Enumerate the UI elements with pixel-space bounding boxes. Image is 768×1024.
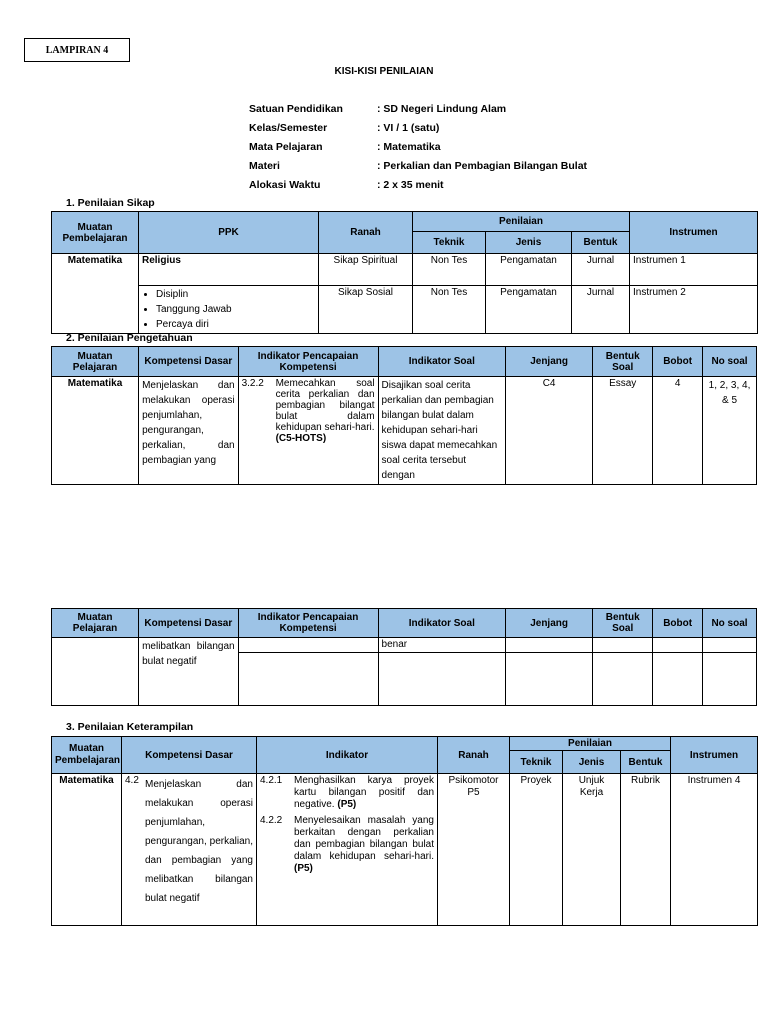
header-ipk: Indikator Pencapaian Kompetensi [238, 609, 378, 638]
cell-empty [593, 638, 653, 653]
pengetahuan-table-continued [51, 608, 757, 706]
cell-muatan: Matematika [52, 774, 122, 926]
meta-key: Alokasi Waktu [249, 179, 321, 191]
header-no-soal: No soal [703, 347, 757, 377]
cell-ranah: Sikap Spiritual [319, 254, 413, 286]
header-bentuk-soal: Bentuk Soal [593, 347, 653, 377]
kd-number: 4.2 [125, 775, 139, 786]
header-penilaian: Penilaian [510, 737, 671, 751]
cell-bentuk: Jurnal [572, 286, 630, 334]
cell-muatan-empty [52, 638, 139, 706]
cell-empty [506, 638, 593, 653]
header-ranah: Ranah [319, 212, 413, 254]
indikator-tag: (P5) [337, 799, 357, 810]
cell-empty [378, 653, 506, 706]
header-teknik: Teknik [413, 232, 486, 254]
header-no-soal: No soal [703, 609, 757, 638]
header-bobot: Bobot [653, 609, 703, 638]
header-indikator: Indikator [257, 737, 438, 774]
cell-instrumen: Instrumen 4 [671, 774, 758, 926]
cell-teknik: Non Tes [413, 286, 486, 334]
cell-ranah: Psikomotor P5 [438, 774, 510, 926]
cell-muatan: Matematika [52, 377, 139, 485]
header-muatan: Muatan Pelajaran [52, 347, 139, 377]
header-jenjang: Jenjang [506, 347, 593, 377]
kd-text: Menjelaskan dan melakukan operasi penjumlahan, pengurangan, perkalian, dan pembagian yang melibatkan bilangan bulat negatif [145, 779, 253, 904]
meta-key: Materi [249, 160, 280, 172]
meta-key: Kelas/Semester [249, 122, 328, 134]
header-penilaian: Penilaian [413, 212, 630, 232]
section-heading-sikap: 1. Penilaian Sikap [66, 197, 155, 209]
header-muatan: Muatan Pembelajaran [52, 737, 122, 774]
header-jenis: Jenis [563, 751, 621, 774]
cell-ranah: Sikap Sosial [319, 286, 413, 334]
cell-bentuk: Rubrik [621, 774, 671, 926]
cell-jenis: Pengamatan [486, 286, 572, 334]
cell-empty [238, 653, 378, 706]
header-kd: Kompetensi Dasar [139, 347, 239, 377]
header-bentuk-soal: Bentuk Soal [593, 609, 653, 638]
cell-jenis: Pengamatan [486, 254, 572, 286]
cell-indikator [257, 774, 438, 926]
cell-bentuk-soal: Essay [593, 377, 653, 485]
header-jenjang: Jenjang [506, 609, 593, 638]
sikap-table [51, 211, 758, 334]
indikator-body: Menghasilkan karya proyek kartu bilangan positif dan negative. [294, 775, 434, 810]
list-item: • Percaya diri [156, 317, 315, 332]
cell-bentuk: Jurnal [572, 254, 630, 286]
cell-ppk-list [139, 286, 319, 334]
cell-ipk [238, 377, 378, 485]
header-muatan: Muatan Pelajaran [52, 609, 139, 638]
cell-ipk-empty [238, 638, 378, 653]
cell-instrumen: Instrumen 1 [630, 254, 758, 286]
header-indikator-soal: Indikator Soal [378, 609, 506, 638]
meta-info [249, 103, 587, 198]
header-bobot: Bobot [653, 347, 703, 377]
cell-teknik: Proyek [510, 774, 563, 926]
indikator-tag: (P5) [294, 863, 313, 874]
meta-value: : Perkalian dan Pembagian Bilangan Bulat [377, 160, 588, 172]
header-bentuk: Bentuk [572, 232, 630, 254]
keterampilan-table [51, 736, 758, 926]
meta-value: : SD Negeri Lindung Alam [377, 103, 507, 115]
cell-jenis: Unjuk Kerja [563, 774, 621, 926]
cell-ppk: Religius [139, 254, 319, 286]
header-ranah: Ranah [438, 737, 510, 774]
cell-bobot: 4 [653, 377, 703, 485]
ipk-text [276, 378, 375, 444]
ipk-body: Memecahkan soal cerita perkalian dan pembagian bilangat bulat dalam kehidupan sehari-hari. [275, 378, 375, 433]
header-indikator-soal: Indikator Soal [378, 347, 506, 377]
cell-instrumen: Instrumen 2 [630, 286, 758, 334]
cell-empty [593, 653, 653, 706]
lampiran-label: LAMPIRAN 4 [24, 38, 130, 62]
header-instrumen: Instrumen [671, 737, 758, 774]
header-kd: Kompetensi Dasar [139, 609, 239, 638]
header-bentuk: Bentuk [621, 751, 671, 774]
meta-key: Mata Pelajaran [249, 141, 323, 153]
header-teknik: Teknik [510, 751, 563, 774]
header-muatan: Muatan Pembelajaran [52, 212, 139, 254]
cell-kd: melibatkan bilangan bulat negatif [139, 638, 239, 706]
indikator-body: Menyelesaikan masalah yang berkaitan dengan perkalian dan pembagian bilangan bulat dalam kehidupan sehari-hari. [294, 815, 434, 862]
indikator-text [294, 815, 434, 875]
cell-empty [653, 638, 703, 653]
cell-teknik: Non Tes [413, 254, 486, 286]
cell-empty [703, 653, 757, 706]
cell-kd [122, 774, 257, 926]
header-jenis: Jenis [486, 232, 572, 254]
meta-key: Satuan Pendidikan [249, 103, 343, 115]
ipk-number: 3.2.2 [241, 378, 264, 389]
ipk-tag: (C5-HOTS) [275, 433, 327, 444]
cell-empty [703, 638, 757, 653]
section-heading-pengetahuan: 2. Penilaian Pengetahuan [66, 332, 193, 344]
indikator-number: 4.2.1 [260, 775, 283, 786]
cell-indikator-soal: Disajikan soal cerita perkalian dan pembagian bilangan bulat dalam kehidupan sehari-hari siswa dapat memecahkan soal cerita tersebut dengan [378, 377, 506, 485]
list-item: • Tanggung Jawab [156, 302, 315, 317]
header-instrumen: Instrumen [630, 212, 758, 254]
meta-value: : VI / 1 (satu) [377, 122, 440, 134]
list-item: • Disiplin [156, 287, 315, 302]
meta-value: : Matematika [377, 141, 441, 153]
cell-indikator-soal: benar [378, 638, 506, 653]
header-ipk: Indikator Pencapaian Kompetensi [238, 347, 378, 377]
cell-empty [653, 653, 703, 706]
cell-no-soal: 1, 2, 3, 4, & 5 [703, 377, 757, 485]
meta-value: : 2 x 35 menit [377, 179, 444, 191]
cell-muatan: Matematika [52, 254, 139, 334]
header-kd: Kompetensi Dasar [122, 737, 257, 774]
header-ppk: PPK [139, 212, 319, 254]
section-heading-keterampilan: 3. Penilaian Keterampilan [66, 721, 194, 733]
cell-jenjang: C4 [506, 377, 593, 485]
cell-kd: Menjelaskan dan melakukan operasi penjumlahan, pengurangan, perkalian, dan pembagian yang [139, 377, 239, 485]
indikator-number: 4.2.2 [260, 815, 283, 826]
page-title: KISI-KISI PENILAIAN [334, 66, 434, 77]
pengetahuan-table [51, 346, 757, 485]
cell-empty [506, 653, 593, 706]
indikator-text [294, 775, 434, 811]
